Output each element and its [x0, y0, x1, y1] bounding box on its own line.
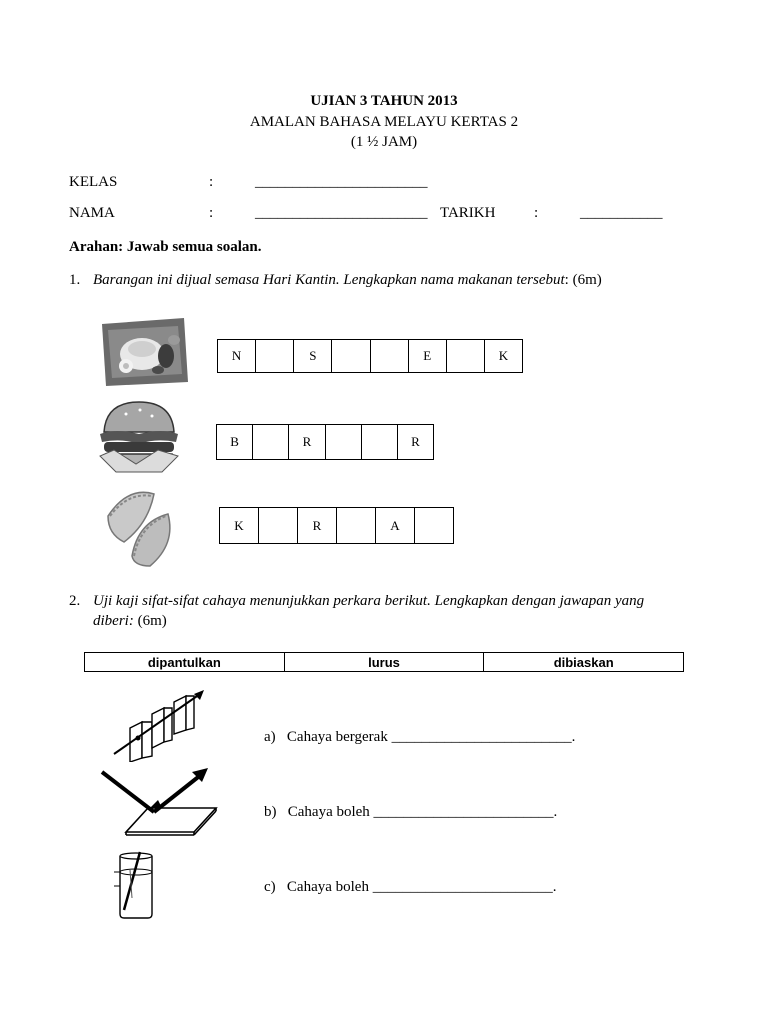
q2-question-tail: diberi:	[93, 613, 134, 629]
q2-item-a-letter: a)	[264, 729, 276, 745]
letter-box[interactable]: R	[411, 434, 420, 449]
word-bank-item: dipantulkan	[85, 653, 285, 671]
kelas-label: KELAS	[69, 174, 118, 190]
tarikh-colon: :	[534, 205, 539, 221]
karipap-image	[98, 486, 178, 570]
word-bank-item: dibiaskan	[553, 654, 614, 670]
letter-box[interactable]: N	[218, 340, 256, 372]
straight-light-image	[108, 688, 212, 762]
word-grid-3	[219, 507, 454, 544]
letter-box[interactable]: K	[220, 508, 259, 543]
reflection-image	[98, 764, 218, 836]
letter-box[interactable]: A	[376, 508, 415, 543]
q2-number: 2.	[69, 593, 81, 609]
word-grid-2	[216, 424, 434, 460]
letter-box[interactable]	[337, 508, 376, 543]
word-bank-item: lurus	[285, 653, 485, 671]
letter-box[interactable]: B	[217, 425, 253, 459]
q2-question-line2	[93, 613, 167, 630]
tarikh-blank[interactable]: ___________	[580, 205, 663, 221]
letter-box[interactable]: K	[498, 348, 509, 363]
letter-box[interactable]	[371, 340, 409, 372]
letter-box[interactable]	[447, 340, 485, 372]
q2-item-a-text[interactable]: Cahaya bergerak ________________________.	[286, 729, 576, 745]
nama-colon: :	[209, 205, 214, 221]
nama-blank[interactable]: _______________________	[255, 205, 428, 221]
q2-item-c	[264, 879, 556, 896]
q2-marks: (6m)	[137, 613, 167, 629]
letter-box[interactable]: S	[294, 340, 332, 372]
burger-image	[96, 398, 182, 478]
letter-box[interactable]	[326, 425, 362, 459]
letter-box[interactable]	[256, 340, 294, 372]
q2-item-c-letter: c)	[264, 879, 276, 895]
q2-question-line1: Uji kaji sifat-sifat cahaya menunjukkan perkara berikut. Lengkapkan dengan jawapan yang	[93, 593, 645, 609]
exam-duration: (1 ½ JAM)	[350, 134, 418, 150]
word-grid-1	[217, 339, 523, 373]
letter-box[interactable]	[259, 508, 298, 543]
letter-box[interactable]	[253, 425, 289, 459]
q2-item-b	[264, 804, 557, 821]
q1-text	[93, 272, 602, 289]
nama-label: NAMA	[69, 205, 115, 221]
letter-box[interactable]: R	[289, 425, 325, 459]
kelas-blank[interactable]: _______________________	[255, 174, 428, 190]
q2-item-b-text[interactable]: Cahaya boleh ________________________.	[287, 804, 558, 820]
q1-marks: : (6m)	[564, 272, 602, 288]
q2-item-b-letter: b)	[264, 804, 277, 820]
exam-title: UJIAN 3 TAHUN 2013	[310, 93, 458, 109]
instruction: Arahan: Jawab semua soalan.	[69, 239, 262, 255]
tarikh-label: TARIKH	[440, 205, 496, 221]
letter-box[interactable]	[332, 340, 370, 372]
letter-box[interactable]	[362, 425, 398, 459]
q2-item-c-text[interactable]: Cahaya boleh ________________________.	[286, 879, 557, 895]
letter-box[interactable]: R	[298, 508, 337, 543]
exam-subject: AMALAN BAHASA MELAYU KERTAS 2	[249, 114, 519, 130]
q2-item-a	[264, 729, 575, 746]
letter-box[interactable]: E	[409, 340, 447, 372]
kelas-colon: :	[209, 174, 214, 190]
nasi-lemak-image	[98, 316, 190, 388]
refraction-image	[110, 850, 158, 920]
q1-number: 1.	[69, 272, 81, 288]
letter-box[interactable]	[415, 508, 453, 543]
word-bank-table	[84, 652, 684, 672]
q1-question: Barangan ini dijual semasa Hari Kantin. Lengkapkan nama makanan tersebut	[93, 272, 565, 288]
